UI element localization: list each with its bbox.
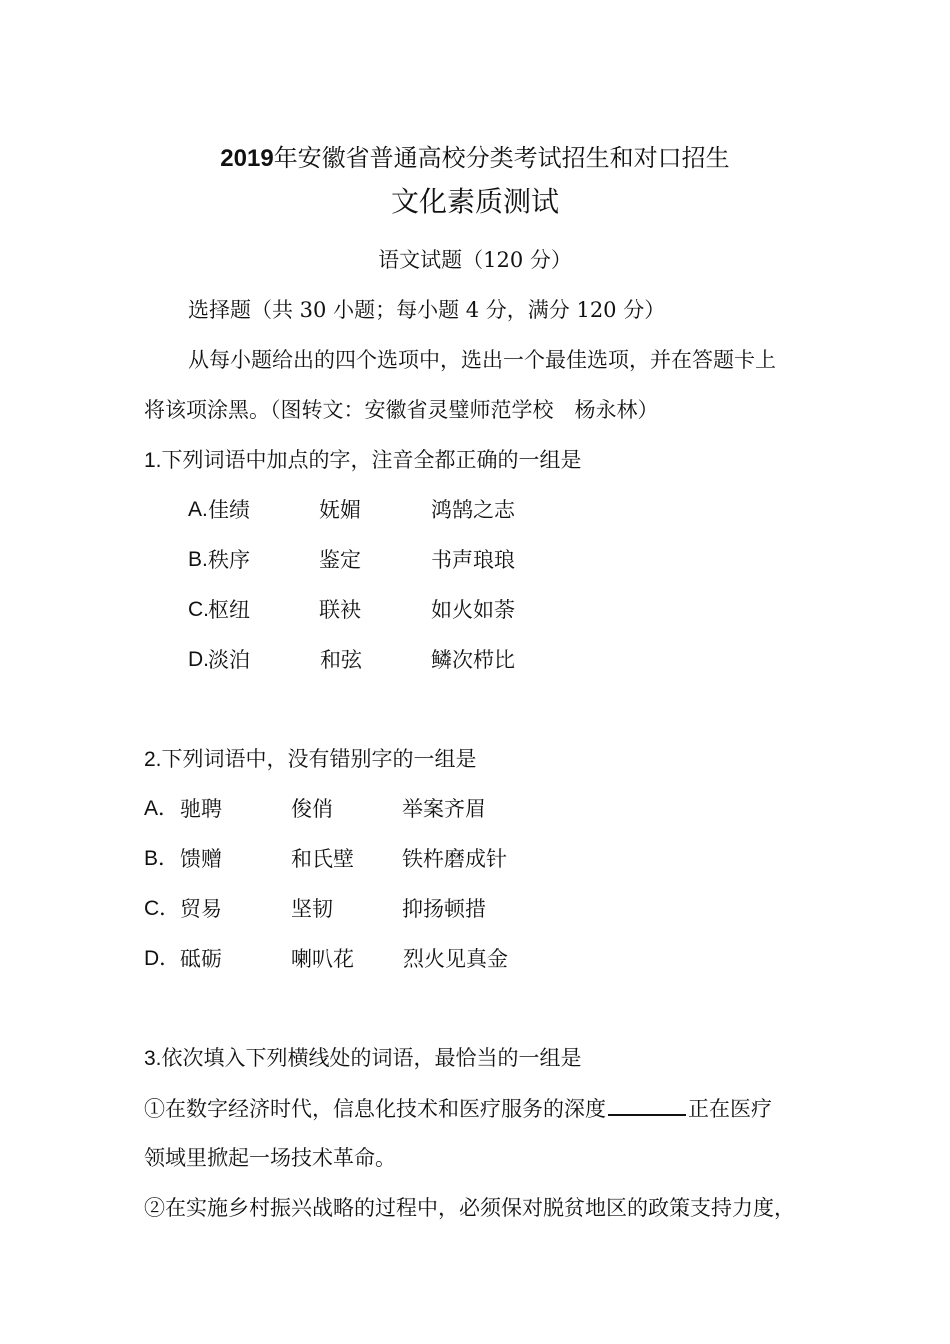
option-word-3: 如火如荼 <box>431 598 515 622</box>
option-label: C． <box>144 897 181 920</box>
option-label: A. <box>188 498 208 521</box>
question-1-stem-text: 1.下列词语中加点的字，注音全都正确的一组是 <box>144 449 582 472</box>
exam-title <box>0 144 950 173</box>
fill-blank <box>608 1094 686 1116</box>
option-word-2: 俊俏 <box>291 797 333 821</box>
option-word-2: 妩媚 <box>319 498 361 522</box>
question-2-stem-text: 2.下列词语中，没有错别字的一组是 <box>144 748 477 771</box>
q3-sentence-1-part1: ①在数字经济时代，信息化技术和医疗服务的深度 <box>144 1097 606 1121</box>
option-word-1: 枢纽 <box>208 598 250 622</box>
question-1-stem <box>144 446 582 475</box>
option-word-1: 驰聘 <box>180 797 222 821</box>
q3-sentence-2: ②在实施乡村振兴战略的过程中，必须保对脱贫地区的政策支持力度， <box>144 1196 795 1220</box>
option-word-3: 铁杵磨成针 <box>402 847 507 871</box>
option-word-3: 书声琅琅 <box>431 548 515 572</box>
option-word-2: 和弦 <box>320 648 362 672</box>
option-word-1: 秩序 <box>208 548 250 572</box>
instruction-line-1: 从每小题给出的四个选项中，选出一个最佳选项，并在答题卡上 <box>188 348 776 372</box>
option-word-3: 举案齐眉 <box>402 797 486 821</box>
option-word-1: 砥砺 <box>180 947 222 971</box>
section-title: 语文试题（120 分） <box>378 248 572 272</box>
option-word-2: 喇叭花 <box>291 947 354 971</box>
question-3-stem-text: 3.依次填入下列横线处的词语，最恰当的一组是 <box>144 1047 582 1070</box>
option-word-3: 抑扬顿措 <box>402 897 486 921</box>
instruction-line-2: 将该项涂黑。（图转文：安徽省灵璧师范学校 杨永林） <box>144 398 659 422</box>
option-word-3: 烈火见真金 <box>403 947 508 971</box>
option-word-1: 淡泊 <box>208 648 250 672</box>
q3-sentence-1 <box>144 1094 772 1123</box>
option-label: B. <box>188 548 208 571</box>
exam-year: 2019 <box>220 145 274 172</box>
option-label: B． <box>144 847 180 870</box>
option-word-1: 佳绩 <box>208 498 250 522</box>
option-word-1: 贸易 <box>180 897 222 921</box>
option-word-2: 坚韧 <box>291 897 333 921</box>
option-word-2: 鉴定 <box>319 548 361 572</box>
option-word-1: 馈赠 <box>180 847 222 871</box>
question-type: 选择题（共 30 小题；每小题 4 分，满分 120 分） <box>188 298 666 322</box>
option-word-3: 鸿鹄之志 <box>431 498 515 522</box>
exam-subtitle: 文化素质测试 <box>390 185 559 218</box>
option-word-3: 鳞次栉比 <box>431 648 515 672</box>
q3-sentence-1-part2: 正在医疗 <box>688 1097 772 1121</box>
question-3-stem <box>144 1044 582 1073</box>
exam-title-text: 年安徽省普通高校分类考试招生和对口招生 <box>273 144 730 172</box>
q3-sentence-1-line-2: 领域里掀起一场技术革命。 <box>144 1146 396 1170</box>
option-label: C. <box>188 598 209 621</box>
option-word-2: 和氏壁 <box>291 847 354 871</box>
option-label: D． <box>144 947 181 970</box>
question-2-stem <box>144 745 477 774</box>
option-word-2: 联袂 <box>319 598 361 622</box>
option-label: D. <box>188 648 209 671</box>
option-label: A． <box>144 797 180 820</box>
